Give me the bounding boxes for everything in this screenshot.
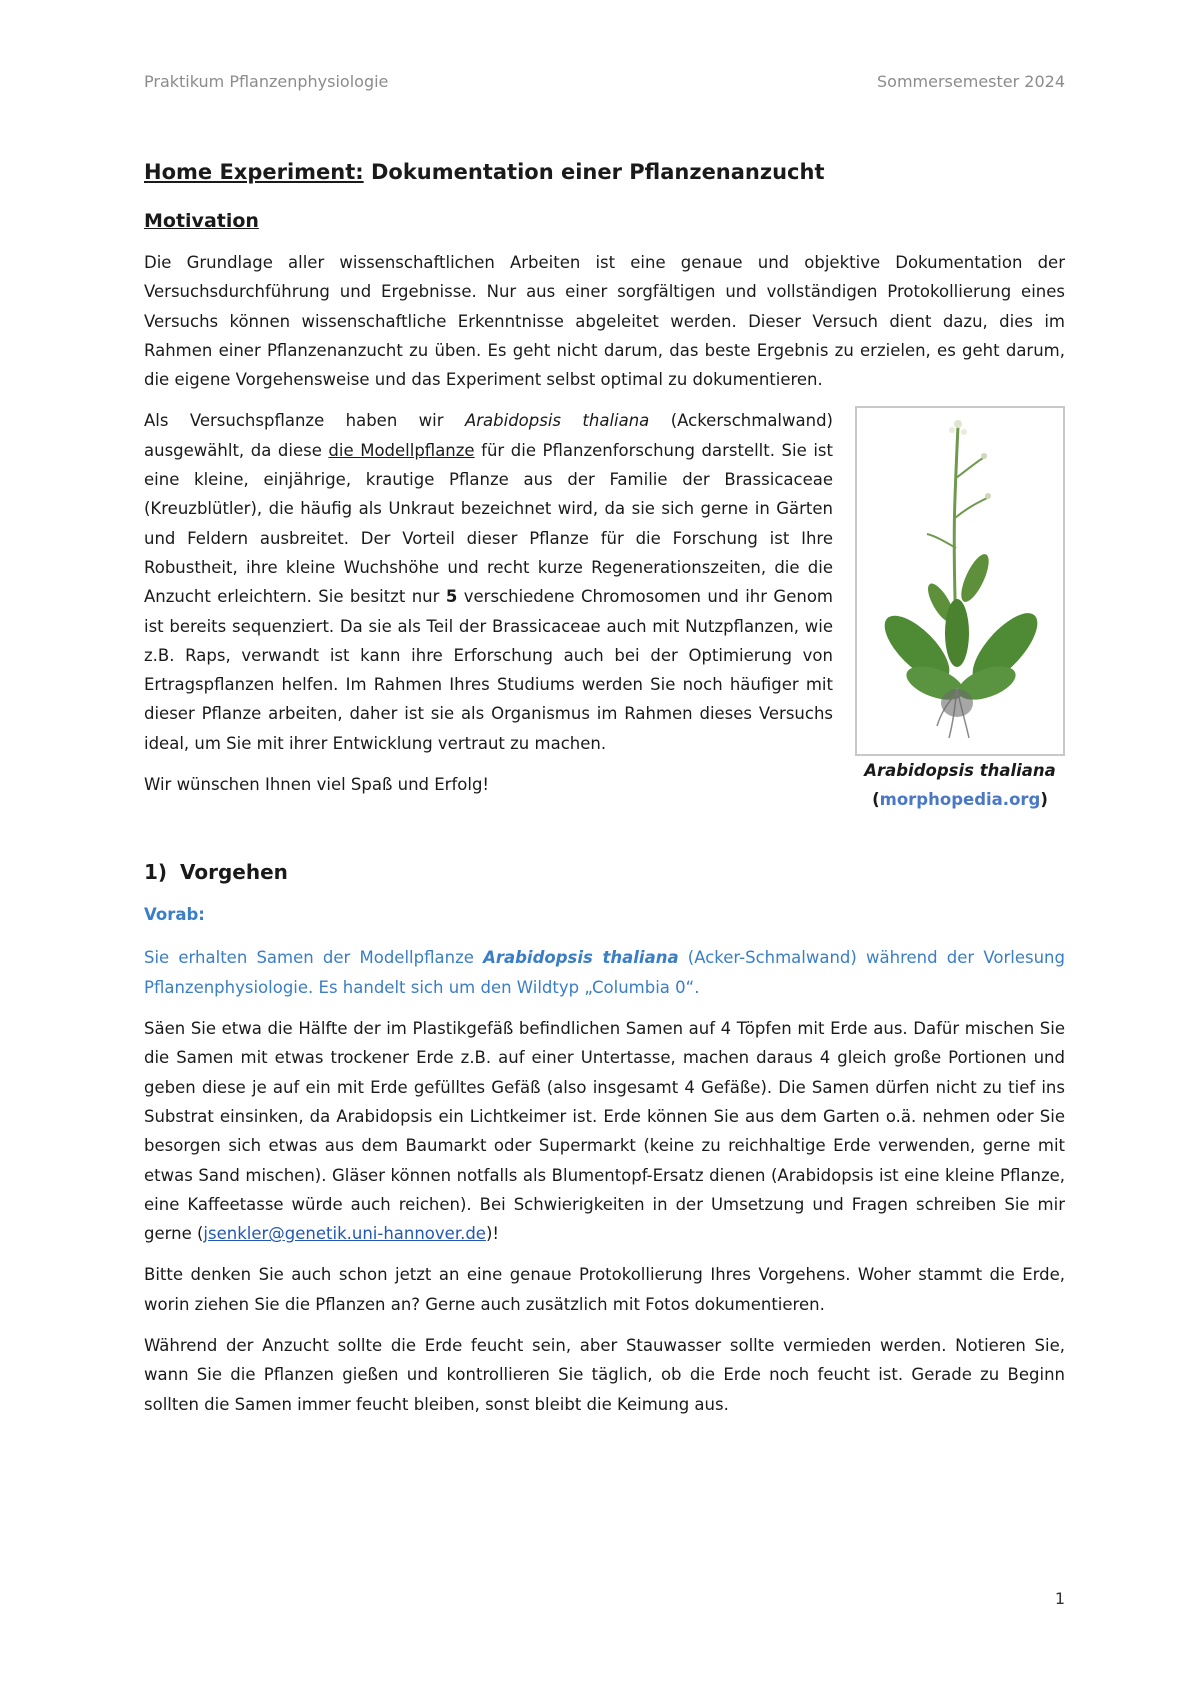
vorab-label: Vorab: xyxy=(144,905,205,925)
plant-text-2: (Ackerschmalwand) ausgewählt, da diese xyxy=(144,411,833,460)
motivation-heading: Motivation xyxy=(144,210,259,232)
vorab-paragraph xyxy=(144,943,1065,1002)
chromosome-count: 5 xyxy=(445,587,458,607)
wish-line: Wir wünschen Ihnen viel Spaß und Erfolg! xyxy=(144,775,490,795)
vorab-text-2: (Acker-Schmalwand) während der Vorlesung Pflanzenphysiologie. Es handelt sich um den Wildtyp „Columbia 0“. xyxy=(144,948,1065,997)
watering-paragraph: Während der Anzucht sollte die Erde feucht sein, aber Stauwasser sollte vermieden werden. Notieren Sie, wann Sie die Pflanzen gießen und kontrollieren Sie täglich, ob die Erde noch feucht ist. Gerade zu Beginn sollten die Samen immer feucht bleiben, sonst bleibt die Keimung aus. xyxy=(144,1336,1065,1414)
plant-section xyxy=(144,406,1065,818)
email-link[interactable]: jsenkler@genetik.uni-hannover.de xyxy=(203,1224,486,1244)
caption-species: Arabidopsis thaliana xyxy=(864,761,1056,781)
plant-figure xyxy=(855,406,1065,814)
header-semester: Sommersemester 2024 xyxy=(877,72,1065,91)
vorab-text-1: Sie erhalten Samen der Modellpflanze xyxy=(144,948,484,968)
procedure-text-end: )! xyxy=(485,1224,500,1244)
section-heading xyxy=(144,858,1065,886)
motivation-paragraph: Die Grundlage aller wissenschaftlichen Arbeiten ist eine genaue und objektive Dokumentation der Versuchsdurchführung und Ergebnisse. Nur aus einer sorgfältigen und vollständigen Protokollierung eines Versuchs können wissenschaftliche Erkenntnisse abgeleitet werden. Dieser Versuch dient dazu, dies im Rahmen einer Pflanzenanzucht zu üben. Es geht nicht darum, das beste Ergebnis zu erzielen, es geht darum, die eigene Vorgehensweise und das Experiment selbst optimal zu dokumentieren. xyxy=(144,253,1065,390)
caption-source-link[interactable]: morphopedia.org xyxy=(879,790,1041,810)
caption-close: ) xyxy=(1040,790,1048,810)
plant-model: die Modellpflanze xyxy=(328,440,475,460)
page-header xyxy=(144,72,1065,96)
page-number: 1 xyxy=(1054,1589,1065,1608)
section-title: Vorgehen xyxy=(180,860,288,885)
figure-caption xyxy=(855,756,1065,814)
page-title xyxy=(144,158,1065,186)
plant-text-1: Als Versuchspflanze haben wir xyxy=(144,411,465,431)
section-number: 1) xyxy=(144,860,168,885)
plant-text-4: verschiedene Chromosomen und ihr Genom ist bereits sequenziert. Da sie als Teil der Brassicaceae auch mit Nutzpflanzen, wie z.B. Raps, verwandt ist kann ihre Erforschung auch bei der Optimierung von Ertragspflanzen helfen. Im Rahmen Ihres Studiums werden Sie noch häufiger mit dieser Pflanze arbeiten, daher ist sie als Organismus im Rahmen dieses Versuchs ideal, um Sie mit ihrer Entwicklung vertraut zu machen. xyxy=(144,587,833,753)
header-course: Praktikum Pflanzenphysiologie xyxy=(144,72,389,91)
document-body xyxy=(144,158,1065,1431)
plant-species: Arabidopsis thaliana xyxy=(464,411,650,431)
caption-open: ( xyxy=(872,790,880,810)
title-label: Home Experiment: xyxy=(144,160,364,184)
documentation-paragraph: Bitte denken Sie auch schon jetzt an eine genaue Protokollierung Ihres Vorgehens. Woher stammt die Erde, worin ziehen Sie die Pflanzen an? Gerne auch zusätzlich mit Fotos dokumentieren. xyxy=(144,1265,1065,1314)
title-text: Dokumentation einer Pflanzenanzucht xyxy=(363,160,825,184)
vorab-species: Arabidopsis thaliana xyxy=(483,948,679,968)
plant-text-3: für die Pflanzenforschung darstellt. Sie ist eine kleine, einjährige, krautige Pflanze aus der Familie der Brassicaceae (Kreuzblütler), die häufig als Unkraut bezeichnet wird, da sie sich gerne in Gärten und Feldern ausbreitet. Der Vorteil dieser Pflanze für die Forschung ist Ihre Robustheit, ihre kleine Wuchshöhe und recht kurze Regenerationszeiten, die die Anzucht erleichtern. Sie besitzt nur xyxy=(144,440,833,607)
arabidopsis-photo xyxy=(855,406,1065,756)
procedure-paragraph xyxy=(144,1014,1065,1248)
procedure-text: Säen Sie etwa die Hälfte der im Plastikgefäß befindlichen Samen auf 4 Töpfen mit Erde aus. Dafür mischen Sie die Samen mit etwas trockener Erde z.B. auf einer Untertasse, machen daraus 4 gleich große Portionen und geben diese je auf ein mit Erde gefülltes Gefäß (also insgesamt 4 Gefäße). Die Samen dürfen nicht zu tief ins Substrat einsinken, da Arabidopsis ein Lichtkeimer ist. Erde können Sie aus dem Garten o.ä. nehmen oder Sie besorgen sich etwas aus dem Baumarkt oder Supermarkt (keine zu reichhaltige Erde verwenden, gerne mit etwas Sand mischen). Gläser können notfalls als Blumentopf-Ersatz dienen (Arabidopsis ist eine kleine Pflanze, eine Kaffeetasse würde auch reichen). Bei Schwierigkeiten in der Umsetzung und Fragen schreiben Sie mir gerne ( xyxy=(144,1019,1065,1244)
